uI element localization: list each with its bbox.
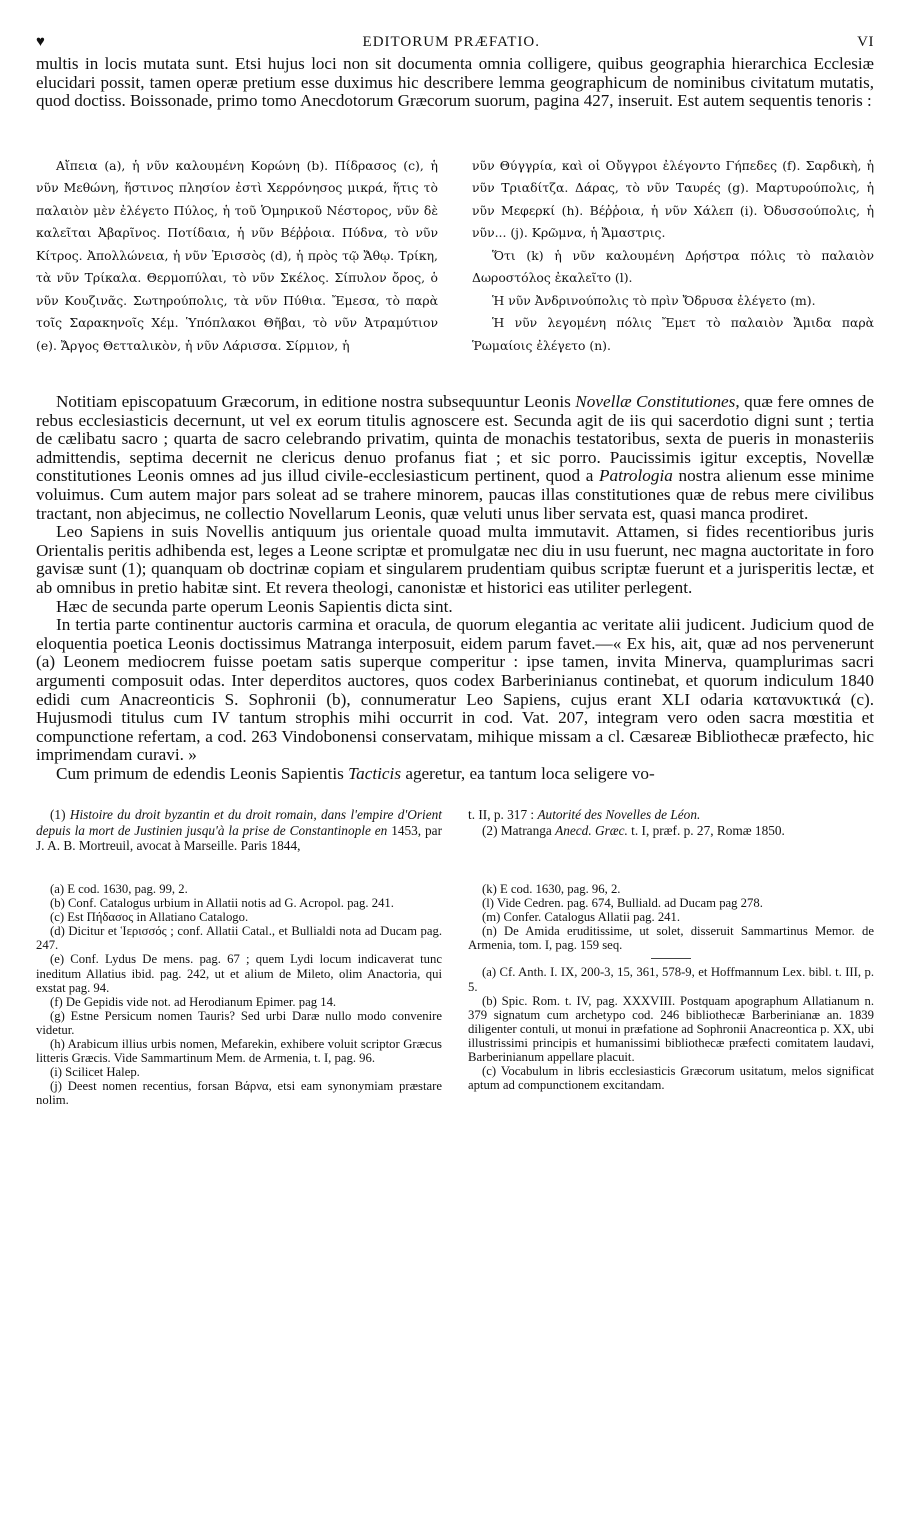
paragraph-tactica (36, 765, 874, 784)
text-run: Notitiam episcopatuum Græcorum, in editione nostra subsequuntur Leonis (56, 392, 576, 411)
footnote-2 (468, 823, 874, 839)
notes-left-column (36, 882, 442, 1108)
note-item: (i) Scilicet Halep. (50, 1065, 140, 1080)
note-item: (j) Deest nomen recentius, forsan Βάρνα, etsi eam synonymiam præstare nolim. (36, 1079, 442, 1108)
italic-run: Tacticis (348, 763, 402, 783)
text-run: t. II, p. 317 : (468, 807, 538, 823)
lead-text: multis in locis mutata sunt. Etsi hujus loci non sit documenta omnia colligere, quibus geographia hierarchica Ecclesiæ elucidari possit, tamen operæ pretium esse duximus hic describere lemma geographicum de nominibus civitatum mutatis, quod doctiss. Boissonade, primo tomo Anecdotorum Græcorum suorum, pagina 427, inseruit. Est autem sequentis tenoris : (36, 54, 874, 110)
note-item: (b) Conf. Catalogus urbium in Allatii notis ad G. Acropol. pag. 241. (50, 896, 394, 911)
note-item: (k) E cod. 1630, pag. 96, 2. (482, 881, 621, 896)
footnotes-main-left (36, 807, 442, 854)
footnote-1 (36, 807, 442, 854)
greek-lemma (36, 155, 874, 358)
page (36, 34, 874, 1107)
lead-paragraph (36, 55, 874, 111)
paragraph-secunda-parte: Hæc de secunda parte operum Leonis Sapientis dicta sint. (56, 596, 453, 616)
note-item: (e) Conf. Lydus De mens. pag. 67 ; quem Lydi locum indicaverat tunc ineditum Allatius ibid. pag. 242, ut et alium de Mileto, olim Anactoria, qui exstat pag. 94. (36, 952, 442, 995)
greek-text-right-3: Ἡ νῦν Ἀνδρινούπολις τὸ πρὶν Ὄδρυσα ἐλέγετο (m). (492, 292, 816, 308)
lettered-notes (36, 882, 874, 1108)
note-item: (g) Estne Persicum nomen Tauris? Sed urbi Daræ nullo modo convenire videtur. (36, 1008, 442, 1037)
note-item: (n) De Amida eruditissime, ut solet, disseruit Sammartinus Memor. de Armenia, tom. I, pag. 159 seq. (468, 924, 874, 953)
greek-text-left: Αἴπεια (a), ἡ νῦν καλουμένη Κορώνη (b). Πίδρασος (c), ἡ νῦν Μεθώνη, ἥστινος πλησίον ἐστὶ Χερρόνησος μικρά, ἥτις τὸ παλαιὸν μὲν ἐλέγετο Πύλος, ἡ τοῦ Ὁμηρικοῦ Νέστορος, νῦν δὲ καλεῖται Ἀβαρῖνος. Ποτίδαια, ἡ νῦν Βέῤῥοια. Πύδνα, τὸ νῦν Κίτρος. Ἀπολλώνεια, ἡ νῦν Ἐρισσὸς (d), ἡ πρὸς τῷ Ἄθῳ. Τρίκη, τὰ νῦν Τρίκαλα. Θερμοπύλαι, τὸ νῦν Σκέλος. Σίπυλον ὄρος, ὁ νῦν Κουζινᾶς. Σωτηρούπολις, τὰ νῦν Πύθια. Ἔμεσα, τὸ παρὰ τοῖς Σαρακηνοῖς Χέμ. Ὑπόπλακοι Θῆβαι, τὸ νῦν Ἀτραμύτιον (e). Ἄργος Θετταλικὸν, ἡ νῦν Λάρισσα. Σίρμιον, ἡ (36, 157, 438, 353)
greek-text-right-4: Ἡ νῦν λεγομένη πόλις Ἔμετ τὸ παλαιὸν Ἄμιδα παρὰ Ῥωμαίοις ἐλέγετο (n). (472, 315, 874, 353)
note-item: (h) Arabicum illius urbis nomen, Mefarekin, exhibere voluit scriptor Græcus litteris Græcis. Vide Sammartinum Mem. de Armenia, t. I, pag. 96. (36, 1037, 442, 1066)
italic-run: Histoire du droit byzantin et du droit romain, dans l'empire d'Orient depuis la mort de Justinien jusqu'à la prise de Constantinople en (36, 807, 442, 838)
header-ornament: ♥ (36, 34, 46, 50)
note-item: (f) De Gepidis vide not. ad Herodianum Epimer. pag 14. (50, 994, 337, 1009)
paragraph-novellae (36, 393, 874, 523)
italic-run: Novellæ Constitutiones (575, 392, 736, 411)
paragraph-tertia-parte: In tertia parte continentur auctoris carmina et oracula, de quorum elegantia ac veritate alii judicent. Judicium quod de eloquentia poetica Leonis doctissimus Matranga interposuit, eidem parum favet.—« Ex his, ait, quæ ad nos pervenerunt (a) Leonem mediocrem fuisse poetam satis superque comperitur : ipse tamen, invita Minerva, quamplurimas sacri argumenti composuit odas. Inter deperditos auctores, quos codex Barberinianus continebat, et quorum indiculum 1840 edidi cum Anacreonticis S. Sophronii (b), connumeratur Leo Sapiens, cujus erant XLI odaria κατανυκτικά (c). Hujusmodi titulus cum IV tantum strophis mihi occurrit in cod. Vat. 207, integram vero oden sacra mœstitia et compunctione refertam, a cod. 263 Vindobonensi conservatam, mihique missam a cl. Cæsareæ Bibliothecæ præfecto, hic imprimendam curavi. » (36, 615, 874, 765)
text-run: t. I, præf. p. 27, Romæ 1850. (627, 822, 785, 838)
text-run: Cum primum de edendis Leonis Sapientis (56, 763, 349, 783)
text-run: nostra alienum esse minime voluimus. Cum autem major pars soleat ad se trahere minorem, paucas illas constitutiones quæ de rebus mere civilibus tractant, non abjecimus, ne collectio Novellarum Leonis, quæ veluti unus liber servata est, quasi manca prodiret. (36, 466, 875, 523)
main-text (36, 393, 874, 783)
footnotes-main (36, 807, 874, 854)
notes-right-column (468, 882, 874, 1108)
italic-run: Anecd. Græc. (555, 822, 628, 838)
note-item: (b) Spic. Rom. t. IV, pag. XXXVIII. Postquam apographum Allatianum n. 379 signatum cum archetypo cod. 246 bibliothecæ Barberinianæ an. 1839 diligenter contuli, ut monui in præfatione ad Sophronii Anacreontica p. XX, ubi illustrissimi principis et humanissimi bibliothecæ præfecti comitatem laudavi, Barberinianum appellare placuit. (468, 993, 874, 1064)
italic-run: Autorité des Novelles de Léon. (537, 807, 701, 823)
note-item: (m) Confer. Catalogus Allatii pag. 241. (482, 910, 681, 925)
italic-run: Patrologia (599, 466, 673, 486)
text-run: (1) (50, 807, 70, 823)
note-item: (c) Est Πήδασος in Allatiano Catalogo. (50, 910, 249, 925)
note-item: (c) Vocabulum in libris ecclesiasticis Græcorum usitatum, melos significat aptum ad compunctionem excitandam. (468, 1064, 874, 1093)
note-item: (l) Vide Cedren. pag. 674, Bulliald. ad Ducam pag 278. (482, 896, 763, 911)
note-item: (a) Cf. Anth. I. IX, 200-3, 15, 361, 578-9, et Hoffmannum Lex. bibl. t. III, p. 5. (468, 965, 874, 994)
running-title: EDITORUM PRÆFATIO. (362, 34, 541, 50)
text-run: ageretur, ea tantum loca seligere vo- (401, 763, 655, 783)
text-run: , quæ fere omnes de rebus ecclesiasticis decernunt, ut vel ex eorum titulis agnoscere est. Secunda agit de iis qui sacerdotio digni sunt ; tertia de cælibatu sacro ; quarta de sacro celebrando privatim, quinta de monachis testatoribus, sexta de pueris in monasteriis admittendis, septima decernit ne clericus denuo profanus fiat ; et sic porro. Paucissimis igitur exceptis, Novellæ constitutiones Leonis omnes ad jus illud civile-ecclesiasticum pertinent, quod a (36, 392, 874, 486)
greek-column-right (472, 155, 874, 358)
page-number: VI (857, 34, 874, 50)
running-header (36, 34, 874, 51)
paragraph-leo-sapiens: Leo Sapiens in suis Novellis antiquum jus orientale quoad multa immutavit. Attamen, si fides recentioribus juris Orientalis peritis adhibenda est, leges a Leone scriptæ et promulgatæ nec diu in usu fuerunt, nec magna auctoritate in foro gavisæ sunt (1); quanquam ob doctrinæ copiam et singularem prudentiam quibus scriptæ fuerunt et a jurisperitis lectæ, et ab omnibus in pretio habitæ sint. Et revera theologi, canonistæ et historici eas utiliter perlegent. (36, 522, 874, 597)
text-run: (2) Matranga (482, 822, 556, 838)
greek-text-right-2: Ὅτι (k) ἡ νῦν καλουμένη Δρήστρα πόλις τὸ παλαιὸν Δωροστόλος ἐκαλεῖτο (l). (472, 247, 874, 285)
greek-column-left (36, 155, 438, 358)
footnotes-main-right (468, 807, 874, 854)
text-run: 1453, par J. A. B. Mortreuil, avocat à Marseille. Paris 1844, (36, 822, 443, 854)
footnote-1-cont (468, 807, 874, 823)
note-item: (d) Dicitur et Ἱερισσός ; conf. Allatii Catal., et Bullialdi nota ad Ducam pag. 247. (36, 924, 442, 953)
note-divider (651, 958, 691, 959)
greek-text-right-1: νῦν Θύγγρία, καὶ οἱ Οὔγγροι ἐλέγοντο Γήπεδες (f). Σαρδικὴ, ἡ νῦν Τριαδίτζα. Δάρας, τὸ νῦν Ταυρές (g). Μαρτυρούπολις, ἡ νῦν Μεφερκί (h). Βέῤῥοια, ἡ νῦν Χάλεπ (i). Ὀδυσσούπολις, ἡ νῦν... (j). Κρῶμνα, ἡ Ἄμαστρις. (472, 157, 874, 240)
note-item: (a) E cod. 1630, pag. 99, 2. (50, 881, 188, 896)
